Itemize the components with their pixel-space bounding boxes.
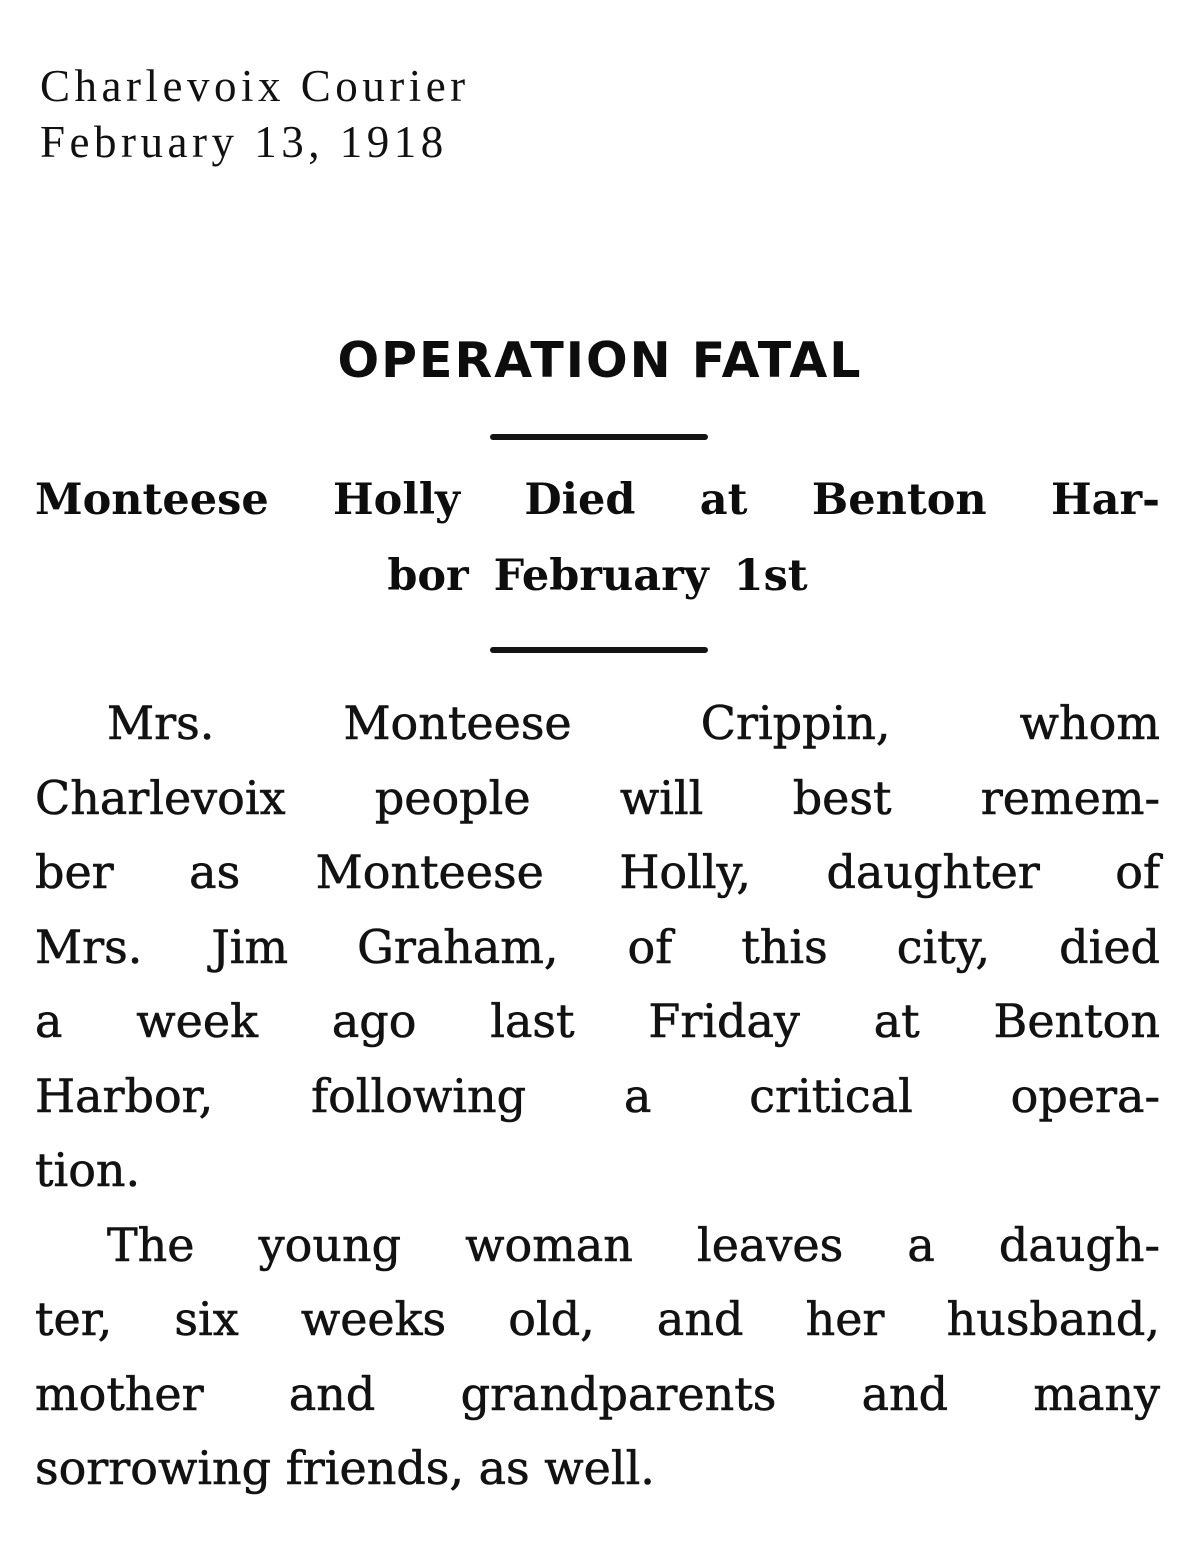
subheadline-line: Monteese Holly Died at Benton Har-	[35, 475, 1160, 525]
article-subheadline	[35, 462, 1160, 614]
article-headline: OPERATION FATAL	[337, 332, 863, 389]
headline-divider	[490, 434, 708, 440]
publication-date: February 13, 1918	[40, 117, 448, 167]
article-paragraph	[35, 686, 1160, 1208]
publication-name: Charlevoix Courier	[40, 61, 470, 111]
paragraph-line: Mrs. Monteese Crippin, whom	[107, 696, 1160, 750]
subheadline-line: bor February 1st	[387, 551, 808, 601]
paragraph-line: a week ago last Friday at Benton	[35, 994, 1160, 1048]
paragraph-line: tion.	[35, 1143, 141, 1197]
paragraph-line: The young woman leaves a daugh-	[107, 1217, 1160, 1272]
paragraph-line: Charlevoix people will best remem-	[35, 770, 1160, 825]
subheadline-divider	[490, 647, 708, 653]
source-citation	[40, 58, 470, 170]
paragraph-line: sorrowing friends, as well.	[35, 1441, 655, 1495]
article-body	[35, 686, 1160, 1506]
paragraph-line: mother and grandparents and many	[35, 1366, 1160, 1421]
paragraph-line: ter, six weeks old, and her husband,	[35, 1292, 1160, 1346]
paragraph-line: Mrs. Jim Graham, of this city, died	[35, 919, 1160, 974]
article-paragraph	[35, 1208, 1160, 1506]
paragraph-line: Harbor, following a critical opera-	[35, 1068, 1160, 1123]
paragraph-line: ber as Monteese Holly, daughter of	[35, 845, 1160, 899]
